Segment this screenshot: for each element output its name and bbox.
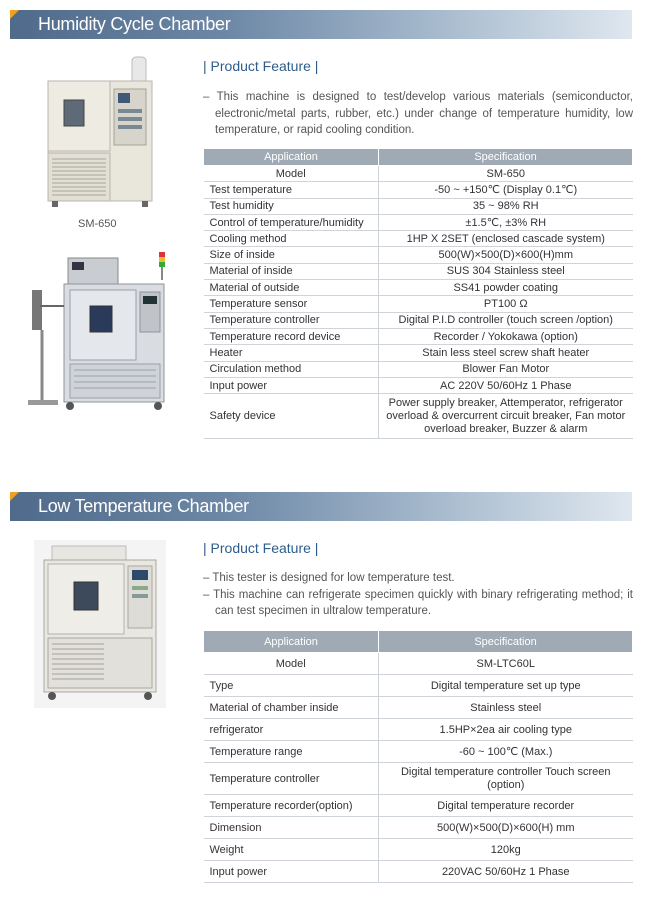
table-row [204,280,633,296]
row-value: Power supply breaker, Attemperator, refrigerator overload & overcurrent circuit breaker, Fan motor overload breaker, Buzzer & alarm [379,394,633,439]
section-title: Low Temperature Chamber [38,496,249,516]
section-title: Humidity Cycle Chamber [38,14,231,34]
row-label: Type [204,675,379,697]
description-line: – This machine can refrigerate specimen quickly with binary refrigerating method; it can test specimen in ultralow temperature. [203,588,633,617]
row-label: Size of inside [204,247,379,263]
row-value: SUS 304 Stainless steel [379,263,633,279]
row-value: SM-650 [379,166,633,182]
table-row [204,198,633,214]
row-value: 1.5HP×2ea air cooling type [379,719,633,741]
row-label: Temperature recorder(option) [204,795,379,817]
product-photo-sm-ltc60l [34,540,166,708]
table-row [204,166,633,182]
row-value: 1HP X 2SET (enclosed cascade system) [379,231,633,247]
table-row [204,345,633,361]
table-row [204,247,633,263]
row-label: Temperature range [204,741,379,763]
row-label: Circulation method [204,361,379,377]
row-label: Temperature record device [204,328,379,344]
corner-accent-icon [10,492,19,501]
chamber-illustration-icon [42,55,160,215]
product-description [203,89,633,139]
row-value: Recorder / Yokokawa (option) [379,328,633,344]
table-row [204,653,633,675]
table-row [204,214,633,230]
table-row [204,394,633,439]
row-value: Digital P.I.D controller (touch screen /option) [379,312,633,328]
table-row [204,377,633,393]
table-row [204,182,633,198]
row-label: Test temperature [204,182,379,198]
humidity-cycle-section [0,0,650,450]
row-label: Dimension [204,817,379,839]
row-value: 500(W)×500(D)×600(H)mm [379,247,633,263]
table-row [204,231,633,247]
product-photo-sm650 [42,55,160,215]
row-value: ±1.5℃, ±3% RH [379,214,633,230]
table-row [204,741,633,763]
table-row [204,861,633,883]
column-header-application: Application [204,631,379,653]
row-value: Digital temperature set up type [379,675,633,697]
product-feature-heading: | Product Feature | [203,58,319,74]
table-row [204,763,633,795]
section-title-bar [10,492,632,521]
table-row [204,719,633,741]
row-value: AC 220V 50/60Hz 1 Phase [379,377,633,393]
row-value: -60 ~ 100℃ (Max.) [379,741,633,763]
row-label: Temperature controller [204,312,379,328]
table-row [204,839,633,861]
row-label: Temperature controller [204,763,379,795]
row-label: Input power [204,377,379,393]
row-value: PT100 Ω [379,296,633,312]
product-photo-sm650-setup [28,250,168,415]
row-label: Material of inside [204,263,379,279]
row-value: -50 ~ +150℃ (Display 0.1℃) [379,182,633,198]
table-row [204,312,633,328]
column-header-specification: Specification [379,149,633,166]
row-label: Material of chamber inside [204,697,379,719]
column-header-specification: Specification [379,631,633,653]
row-label: Control of temperature/humidity [204,214,379,230]
photo-caption: SM-650 [78,218,117,230]
table-row [204,263,633,279]
table-row [204,328,633,344]
row-value: SM-LTC60L [379,653,633,675]
product-feature-heading: | Product Feature | [203,540,319,556]
row-label: Safety device [204,394,379,439]
feature-heading-text: Product Feature [210,58,311,74]
row-label: Temperature sensor [204,296,379,312]
spec-table-body [204,653,633,883]
row-value: 35 ~ 98% RH [379,198,633,214]
spec-table-sm650 [203,148,633,439]
table-row [204,697,633,719]
row-value: Stain less steel screw shaft heater [379,345,633,361]
chamber-with-stand-icon [28,250,168,415]
corner-accent-icon [10,10,19,19]
row-value: Blower Fan Motor [379,361,633,377]
description-line: – This tester is designed for low temperature test. [203,572,455,584]
row-label: Weight [204,839,379,861]
row-label: Cooling method [204,231,379,247]
table-row [204,795,633,817]
table-row [204,296,633,312]
product-description [203,570,633,620]
row-value: 500(W)×500(D)×600(H) mm [379,817,633,839]
column-header-application: Application [204,149,379,166]
table-row [204,675,633,697]
low-temperature-section [0,488,650,903]
row-value: 220VAC 50/60Hz 1 Phase [379,861,633,883]
row-label: Input power [204,861,379,883]
row-label: Test humidity [204,198,379,214]
row-label: Material of outside [204,280,379,296]
row-label: Model [204,166,379,182]
row-value: Stainless steel [379,697,633,719]
low-temp-chamber-illustration-icon [34,540,166,708]
row-value: Digital temperature recorder [379,795,633,817]
row-label: refrigerator [204,719,379,741]
row-label: Heater [204,345,379,361]
spec-table-body [204,166,633,439]
row-value: 120kg [379,839,633,861]
table-row [204,817,633,839]
description-line: – This machine is designed to test/develop various materials (semiconductor, electronic/metal parts, rubber, etc.) under change of temperature humidity, low temperature, or rapid cooling condition. [203,91,633,136]
row-value: Digital temperature controller Touch screen (option) [379,763,633,795]
spec-table-sm-ltc60l [203,630,633,883]
section-title-bar [10,10,632,39]
row-label: Model [204,653,379,675]
table-row [204,361,633,377]
row-value: SS41 powder coating [379,280,633,296]
feature-heading-text: Product Feature [210,540,311,556]
